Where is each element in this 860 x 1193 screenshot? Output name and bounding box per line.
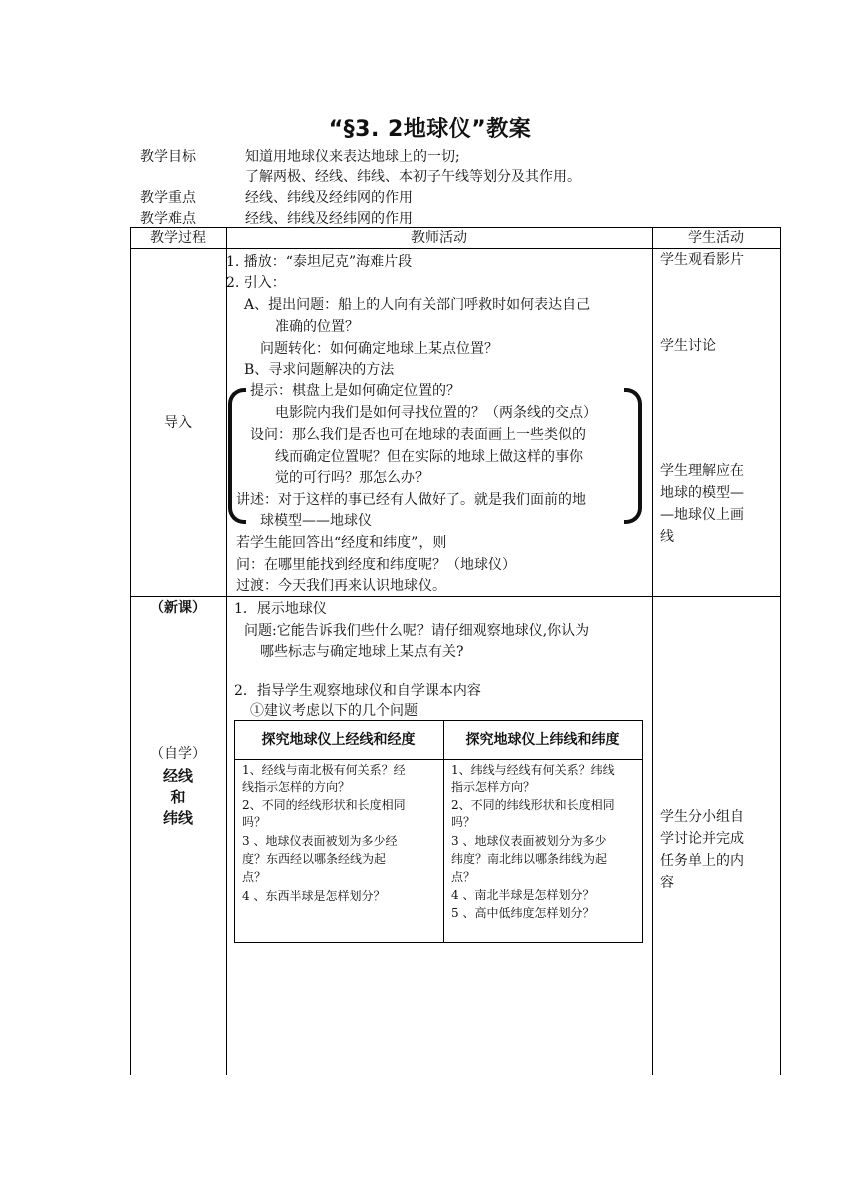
student-new-line: 学讨论并完成 [660,831,744,847]
meridian-question-line: 2、不同的经线形状和长度相同 [242,798,406,812]
col-header-student: 学生活动 [688,230,744,246]
topic-label-line: 纬线 [162,809,193,827]
intro-line: 觉的可行吗？那怎么办？ [275,470,429,486]
intro-line: 准确的位置？ [275,319,359,335]
intro-line: 若学生能回答出“经度和纬度”，则 [236,535,447,551]
meridian-question-line: 1、经线与南北极有何关系？经 [242,763,406,777]
student-activity-2: 学生讨论 [660,338,716,354]
intro-line: B、寻求问题解决的方法 [244,362,395,378]
right-bracket [624,388,642,524]
new-lesson-label: （新课） [150,600,206,616]
parallel-question-line: 2、不同的纬线形状和长度相同 [451,798,615,812]
intro-line: 过渡：今天我们再来认识地球仪。 [236,578,446,594]
col-header-teacher: 教师活动 [411,230,467,246]
page-title: “§3. 2地球仪”教案 [328,117,532,142]
parallel-question-line: 3 、地球仪表面被划分为多少 [451,834,607,848]
meridian-question-line: 度？东西经以哪条经线为起 [242,852,387,866]
key-text: 经线、纬线及经纬网的作用 [245,190,413,206]
inner-border-right [642,720,643,943]
student-new-line: 任务单上的内 [660,853,744,869]
topic-label-line: 经线 [162,767,193,785]
parallel-question-line: 5 、高中低纬度怎样划分？ [451,906,595,920]
parallel-question-line: 指示怎样方向？ [451,780,536,794]
parallel-question-line: 点？ [451,870,476,884]
student-new-line: 学生分小组自 [660,809,744,825]
key-label: 教学重点 [140,190,196,206]
intro-line: 2. 引入： [226,275,286,291]
intro-line: 讲述：对于这样的事已经有人做好了。就是我们面前的地 [236,492,586,508]
intro-line: A、提出问题：船上的人向有关部门呼救时如何表达自己 [244,297,591,313]
table-row-divider [130,596,781,597]
inner-border-left [234,720,235,943]
intro-line: 设问：那么我们是否也可在地球的表面画上一些类似的 [250,427,586,443]
inner-col-divider [443,720,444,943]
parallel-question-line: 1、纬线与经线有何关系？纬线 [451,763,615,777]
table-col-divider-1 [226,227,227,1075]
parallel-question-line: 纬度？南北纬以哪条纬线为起 [451,852,608,866]
meridian-question-line: 吗？ [242,815,267,829]
difficulty-label: 教学难点 [140,211,196,227]
objectives-label: 教学目标 [140,149,196,165]
topic-label-line: 和 [170,788,186,806]
new-line: ①建议考虑以下的几个问题 [250,703,418,719]
new-line: 哪些标志与确定地球上某点有关? [260,644,464,660]
student-new-line: 容 [660,875,674,891]
intro-label: 导入 [164,415,192,431]
inner-border-bottom [234,942,643,943]
intro-line: 1. 播放：“泰坦尼克”海难片段 [226,254,413,270]
student-activity-3-line: 学生理解应在 [660,463,744,479]
parallel-question-line: 吗？ [451,815,476,829]
intro-line: 球模型——地球仪 [260,513,372,529]
new-line: 2．指导学生观察地球仪和自学课本内容 [234,683,481,699]
objectives-line-2: 了解两极、经线、纬线、本初子午线等划分及其作用。 [245,169,581,185]
self-study-label: （自学） [150,746,206,762]
intro-line: 线而确定位置呢？但在实际的地球上做这样的事你 [275,449,583,465]
difficulty-text: 经线、纬线及经纬网的作用 [245,211,413,227]
table-header-divider [130,248,781,249]
intro-line: 问题转化：如何确定地球上某点位置？ [260,341,498,357]
student-activity-3-line: 线 [660,529,674,545]
inner-header-divider [234,759,643,760]
new-line: 1．展示地球仪 [234,601,327,617]
student-activity-3-line: 地球的模型— [660,485,744,501]
intro-line: 提示：棋盘上是如何确定位置的？ [250,383,460,399]
meridian-question-line: 3 、地球仪表面被划为多少经 [242,834,398,848]
inner-header-meridian: 探究地球仪上经线和经度 [261,732,416,748]
table-border-right [780,227,781,1075]
left-bracket [228,388,246,524]
parallel-question-line: 4 、南北半球是怎样划分？ [451,888,595,902]
table-border-left [130,227,131,1075]
new-line: 问题:它能告诉我们些什么呢？请仔细观察地球仪,你认为 [244,623,590,639]
inner-border-top [234,720,643,721]
meridian-question-line: 点？ [242,870,267,884]
col-header-process: 教学过程 [150,230,206,246]
student-activity-3-line: —地球仪上画 [660,507,744,523]
table-col-divider-2 [652,227,653,1075]
inner-header-parallel: 探究地球仪上纬线和纬度 [465,732,620,748]
objectives-line-1: 知道用地球仪来表达地球上的一切; [245,149,460,165]
meridian-question-line: 线指示怎样的方向？ [242,780,351,794]
student-activity-1: 学生观看影片 [660,252,744,268]
meridian-question-line: 4 、东西半球是怎样划分？ [242,889,386,903]
intro-line: 问：在哪里能找到经度和纬度呢？（地球仪） [236,557,516,573]
intro-line: 电影院内我们是如何寻找位置的？（两条线的交点） [275,405,597,421]
